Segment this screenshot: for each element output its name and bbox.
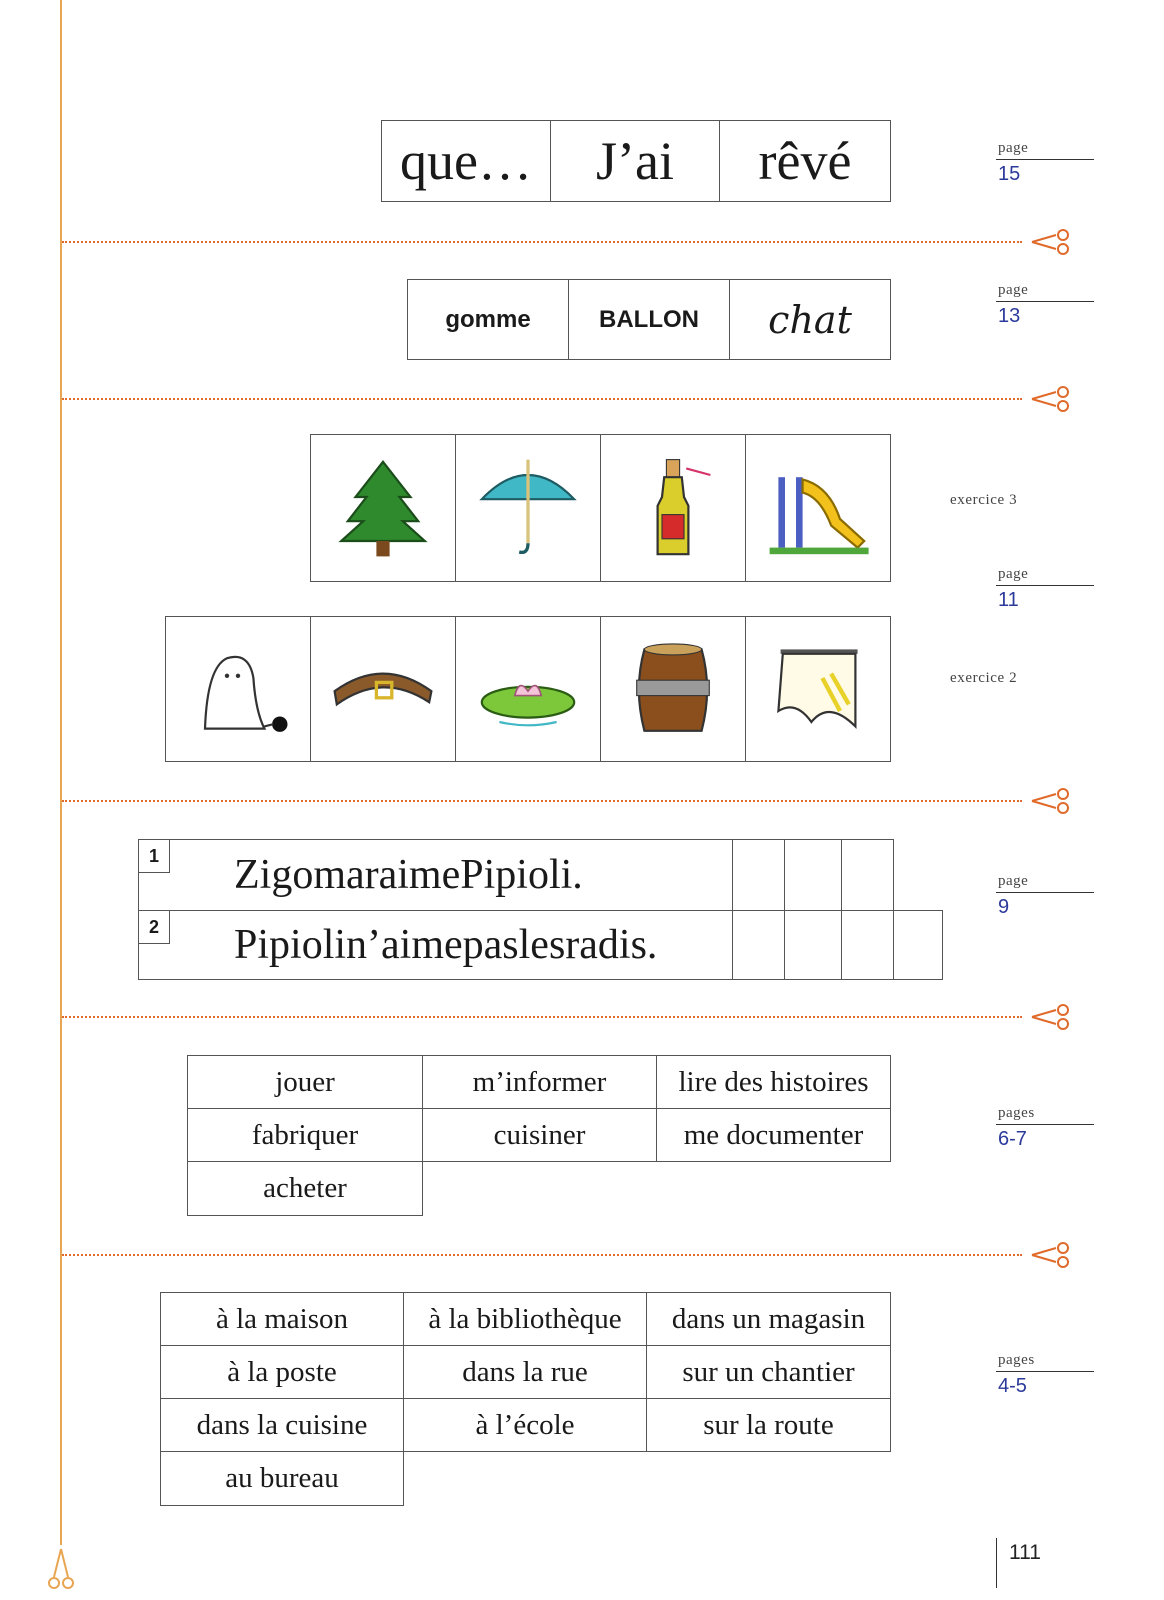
page-ref-15: page 15 — [998, 140, 1098, 186]
scissors-icon — [1030, 386, 1074, 412]
page-ref-13: page 13 — [998, 282, 1098, 328]
sentence-number-1: 1 — [138, 839, 170, 873]
word-card: à la poste — [160, 1345, 404, 1399]
curtain-icon — [745, 616, 891, 762]
word-card: me documenter — [656, 1108, 891, 1162]
word-card: jouer — [187, 1055, 423, 1109]
word-card-reve: rêvé — [719, 120, 891, 202]
page-ref-9: page 9 — [998, 873, 1098, 919]
cut-line-2 — [62, 398, 1022, 400]
scissors-icon — [1030, 1004, 1074, 1030]
word-card: lire des histoires — [656, 1055, 891, 1109]
word-card-jai: J’ai — [550, 120, 720, 202]
word-card: cuisiner — [422, 1108, 657, 1162]
sentence-strip-1: ZigomaraimePipioli. — [138, 839, 733, 911]
page-ref-11: page 11 — [998, 566, 1098, 612]
word-slot — [784, 910, 842, 980]
word-slot — [841, 910, 894, 980]
word-card: à la maison — [160, 1292, 404, 1346]
word-slot — [893, 910, 943, 980]
barrel-icon — [600, 616, 746, 762]
word-card: dans la cuisine — [160, 1398, 404, 1452]
ghost-icon — [165, 616, 311, 762]
scissors-icon — [1030, 1242, 1074, 1268]
page-number: 111 — [996, 1538, 1041, 1588]
word-slot — [732, 910, 785, 980]
belt-icon — [310, 616, 456, 762]
scissors-icon — [1030, 229, 1074, 255]
cut-line-3 — [62, 800, 1022, 802]
slide-icon — [745, 434, 891, 582]
word-card-gomme: gomme — [407, 279, 569, 360]
tree-icon — [310, 434, 456, 582]
exercise-3-label: exercice 3 — [950, 492, 1018, 508]
word-card: acheter — [187, 1161, 423, 1216]
word-card: à la bibliothèque — [403, 1292, 647, 1346]
water-lily-icon — [455, 616, 601, 762]
word-slot — [732, 839, 785, 911]
word-card: fabriquer — [187, 1108, 423, 1162]
word-card-chat: chat — [729, 279, 891, 360]
word-card: sur un chantier — [646, 1345, 891, 1399]
cut-line-1 — [62, 241, 1022, 243]
word-card: au bureau — [160, 1451, 404, 1506]
cut-line-5 — [62, 1254, 1022, 1256]
word-card: sur la route — [646, 1398, 891, 1452]
sentence-number-2: 2 — [138, 910, 170, 944]
word-card: dans un magasin — [646, 1292, 891, 1346]
word-card-que: que… — [381, 120, 551, 202]
bottle-icon — [600, 434, 746, 582]
page-ref-4-5: pages 4-5 — [998, 1352, 1098, 1398]
umbrella-icon — [455, 434, 601, 582]
page-ref-6-7: pages 6-7 — [998, 1105, 1098, 1151]
word-card: m’informer — [422, 1055, 657, 1109]
scissors-icon — [46, 1547, 76, 1593]
cut-line-4 — [62, 1016, 1022, 1018]
word-slot — [841, 839, 894, 911]
sentence-strip-2: Pipiolin’aimepaslesradis. — [138, 910, 733, 980]
word-card-ballon: BALLON — [568, 279, 730, 360]
exercise-2-label: exercice 2 — [950, 670, 1018, 686]
word-slot — [784, 839, 842, 911]
word-card: à l’école — [403, 1398, 647, 1452]
scissors-icon — [1030, 788, 1074, 814]
word-card: dans la rue — [403, 1345, 647, 1399]
left-margin-line — [60, 0, 62, 1545]
